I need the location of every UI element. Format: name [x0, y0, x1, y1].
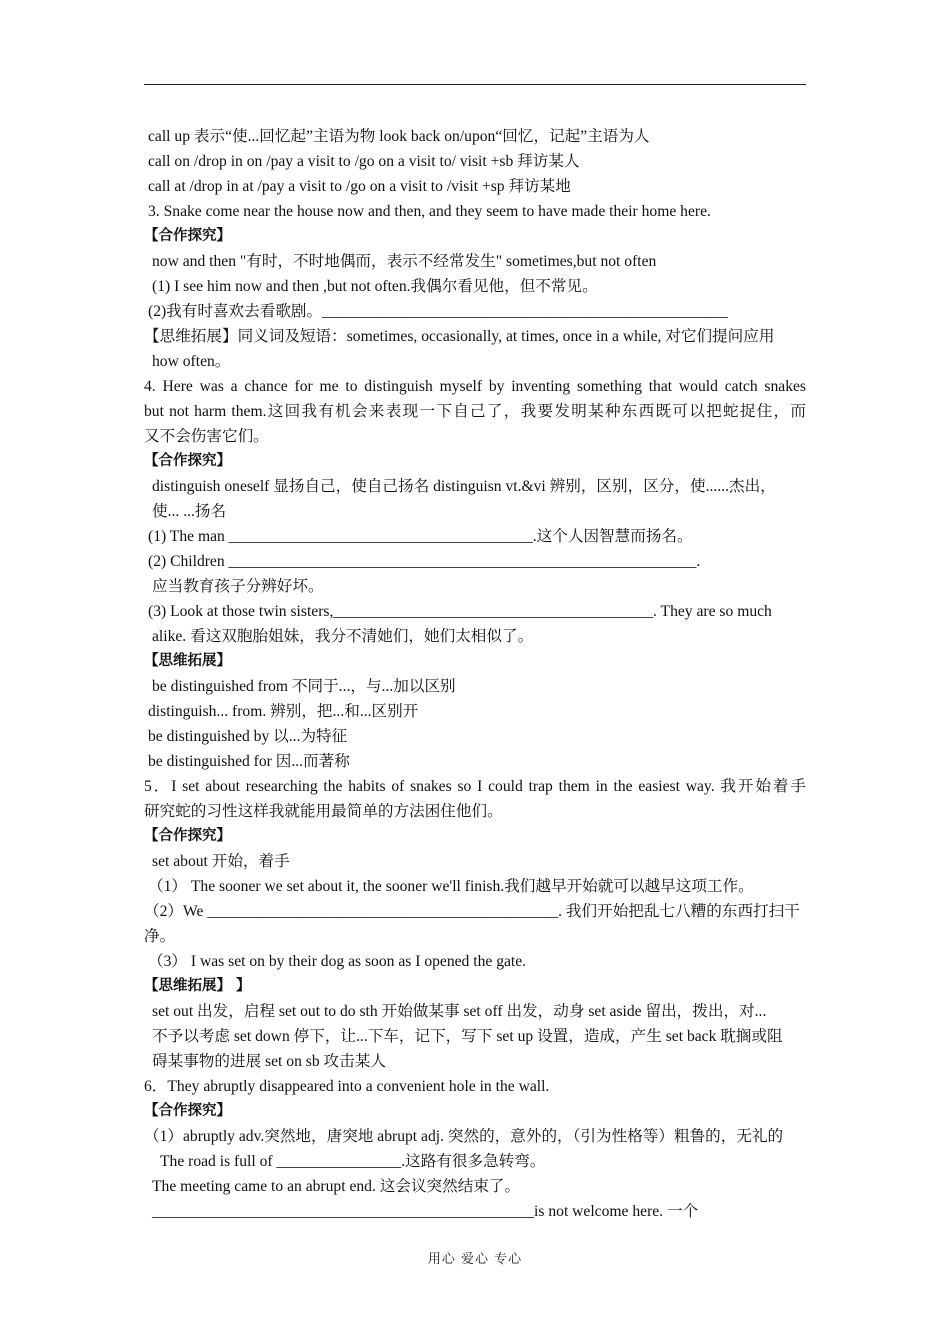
section-heading: 【思维拓展】 — [144, 653, 231, 669]
text-line: set out 出发，启程 set out to do sth 开始做某事 set off 出发，动身 set aside 留出，拨出，对... — [152, 1003, 767, 1020]
text-line: set about 开始，着手 — [152, 853, 290, 870]
text-line: (1) I see him now and then ,but not often.我偶尔看见他，但不常见。 — [152, 278, 598, 295]
section-heading: 【思维拓展】 】 — [144, 978, 251, 994]
text-line: 3. Snake come near the house now and then, and they seem to have made their home here. — [148, 203, 711, 220]
text-line: （1） The sooner we set about it, the sooner we'll finish.我们越早开始就可以越早这项工作。 — [148, 878, 754, 895]
section-heading: 【合作探究】 — [144, 228, 231, 244]
text-line: distinguish... from. 辨别，把...和...区别开 — [148, 703, 419, 720]
text-line: be distinguished for 因...而著称 — [148, 753, 350, 770]
text-line: but not harm them.这回我有机会来表现一下自己了，我要发明某种东西既可以把蛇捉住，而 — [144, 403, 806, 420]
text-line: The road is full of ________________.这路有很多急转弯。 — [160, 1153, 546, 1170]
text-line: 6．They abruptly disappeared into a convenient hole in the wall. — [144, 1078, 550, 1095]
text-line: alike. 看这双胞胎姐妹，我分不清她们，她们太相似了。 — [152, 628, 534, 645]
text-line: call at /drop in at /pay a visit to /go on a visit to /visit +sp 拜访某地 — [148, 178, 571, 195]
text-line: 净。 — [144, 928, 176, 945]
section-heading: 【合作探究】 — [144, 828, 231, 844]
text-line: be distinguished by 以...为特征 — [148, 728, 348, 745]
text-line: 使... ...扬名 — [152, 503, 227, 520]
text-line: now and then "有时，不时地偶而，表示不经常发生" sometimes,but not often — [152, 253, 657, 270]
text-line: （1）abruptly adv.突然地，唐突地 abrupt adj. 突然的，意外的，（引为性格等）粗鲁的，无礼的 — [144, 1128, 784, 1145]
text-line: distinguish oneself 显扬自己，使自己扬名 distinguisn vt.&vi 辨别，区别，区分，使......杰出， — [152, 478, 776, 495]
header-rule — [144, 84, 806, 85]
text-line: 不予以考虑 set down 停下，让...下车，记下，写下 set up 设置，造成，产生 set back 耽搁或阻 — [152, 1028, 783, 1045]
text-line: 研究蛇的习性这样我就能用最简单的方法困住他们。 — [144, 803, 503, 820]
text-line: (2)我有时喜欢去看歌剧。____________________________________________________ — [148, 303, 728, 320]
text-line: call up 表示“使...回忆起”主语为物 look back on/upon“回忆，记起”主语为人 — [148, 128, 650, 145]
document-body — [144, 124, 806, 1224]
text-line: The meeting came to an abrupt end. 这会议突然结束了。 — [152, 1178, 521, 1195]
text-line: _________________________________________________is not welcome here. 一个 — [152, 1203, 699, 1220]
text-line: (1) The man _______________________________________.这个人因智慧而扬名。 — [148, 528, 693, 545]
text-line: 4. Here was a chance for me to distinguish myself by inventing something that would catch snakes — [144, 378, 806, 395]
text-line: 5．I set about researching the habits of snakes so I could trap them in the easiest way. 我开始着手 — [144, 778, 806, 795]
text-line: how often。 — [152, 353, 231, 370]
section-heading: 【合作探究】 — [144, 453, 231, 469]
text-line: (3) Look at those twin sisters,_________________________________________. They are so much — [148, 603, 772, 620]
text-line: 又不会伤害它们。 — [144, 428, 269, 445]
page-footer: 用心 爱心 专心 — [427, 1252, 523, 1267]
section-heading: 【合作探究】 — [144, 1103, 231, 1119]
text-line: be distinguished from 不同于...，与...加以区别 — [152, 678, 456, 695]
text-line: 应当教育孩子分辨好坏。 — [152, 578, 324, 595]
text-line: call on /drop in on /pay a visit to /go on a visit to/ visit +sb 拜访某人 — [148, 153, 580, 170]
text-line: （2）We _____________________________________________. 我们开始把乱七八糟的东西打扫干 — [144, 903, 800, 920]
text-line: （3） I was set on by their dog as soon as I opened the gate. — [148, 953, 527, 970]
text-line: 碍某事物的进展 set on sb 攻击某人 — [152, 1053, 386, 1070]
text-line: (2) Children ____________________________________________________________. — [148, 553, 701, 570]
text-line: 【思维拓展】同义词及短语：sometimes, occasionally, at times, once in a while, 对它们提问应用 — [144, 328, 775, 345]
